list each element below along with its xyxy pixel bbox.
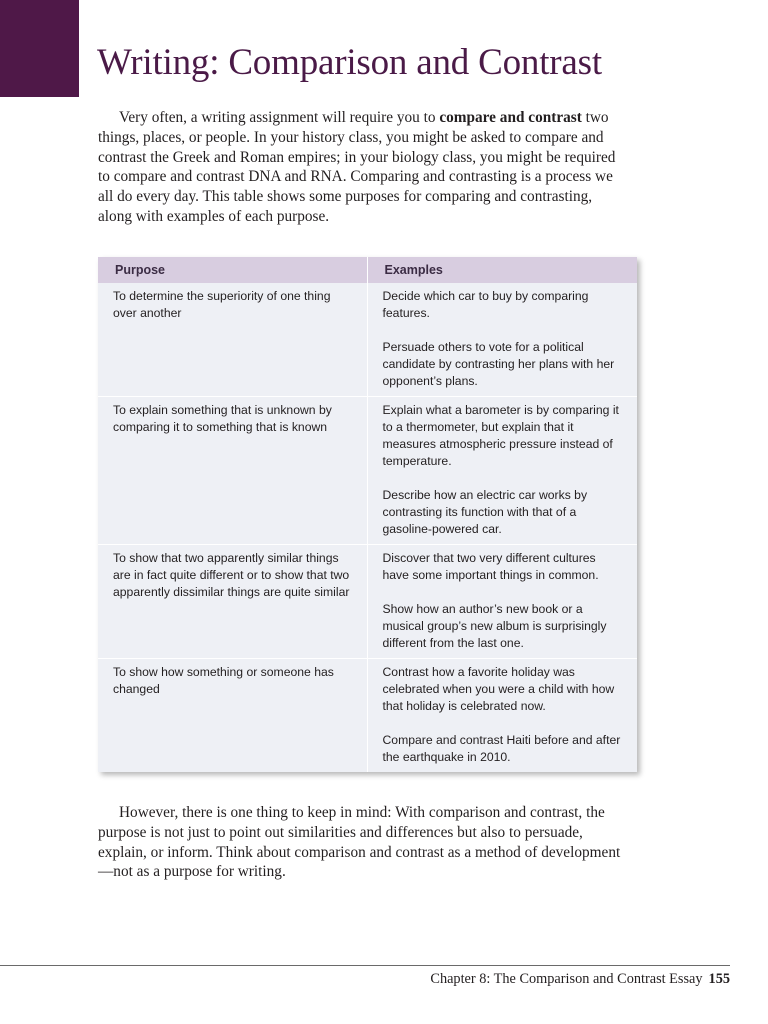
table-row (98, 659, 637, 773)
examples-cell (367, 397, 637, 545)
examples-cell (367, 283, 637, 397)
table-row (98, 397, 637, 545)
example-text: Contrast how a favorite holiday was celebrated when you were a child with how that holiday is celebrated now. (382, 665, 615, 713)
intro-text-start: Very often, a writing assignment will require you to (119, 109, 440, 126)
example-text: Compare and contrast Haiti before and after the earthquake in 2010. (382, 733, 621, 764)
example-text: Explain what a barometer is by comparing it to a thermometer, but explain that it measures atmospheric pressure instead of temperature. (382, 403, 619, 468)
page-title: Writing: Comparison and Contrast (97, 42, 602, 83)
purpose-cell: To show how something or someone has changed (98, 659, 367, 773)
header-purpose: Purpose (98, 257, 367, 283)
intro-text-rest: two things, places, or people. In your history class, you might be asked to compare and contrast the Greek and Roman empires; in your biology class, you might be required to compare and contrast DNA and RNA. Comparing and contrasting is a process we all do every day. This table shows some purposes for comparing and contrasting, along with examples of each purpose. (98, 109, 616, 225)
purpose-cell: To show that two apparently similar things are in fact quite different or to show that two apparently dissimilar things are quite similar (98, 545, 367, 659)
page-footer (430, 971, 730, 988)
purpose-cell: To explain something that is unknown by comparing it to something that is known (98, 397, 367, 545)
footer-chapter-title: Chapter 8: The Comparison and Contrast Essay (430, 971, 703, 987)
closing-text: However, there is one thing to keep in mind: With comparison and contrast, the purpose is not just to point out similarities and differences but also to persuade, explain, or inform. Think about comparison and contrast as a method of development—not as a purpose for writing. (98, 804, 621, 881)
example-text: Decide which car to buy by comparing features. (382, 289, 589, 320)
intro-bold-phrase: compare and contrast (439, 109, 582, 126)
table-row (98, 283, 637, 397)
page-number: 155 (708, 971, 730, 987)
header-examples: Examples (367, 257, 637, 283)
chapter-color-block (0, 0, 79, 97)
intro-paragraph (98, 108, 626, 227)
example-text: Discover that two very different cultures have some important things in common. (382, 551, 599, 582)
table-row (98, 545, 637, 659)
footer-divider (0, 965, 730, 966)
example-text: Describe how an electric car works by contrasting its function with that of a gasoline-powered car. (382, 488, 588, 536)
example-text: Persuade others to vote for a political candidate by contrasting her plans with her opponent’s plans. (382, 340, 615, 388)
examples-cell (367, 659, 637, 773)
examples-cell (367, 545, 637, 659)
purpose-cell: To determine the superiority of one thing over another (113, 289, 331, 320)
purpose-examples-table (98, 257, 637, 772)
closing-paragraph (98, 803, 626, 882)
table-header-row (98, 257, 637, 283)
example-text: Show how an author’s new book or a musical group’s new album is surprisingly different from the last one. (382, 602, 607, 650)
